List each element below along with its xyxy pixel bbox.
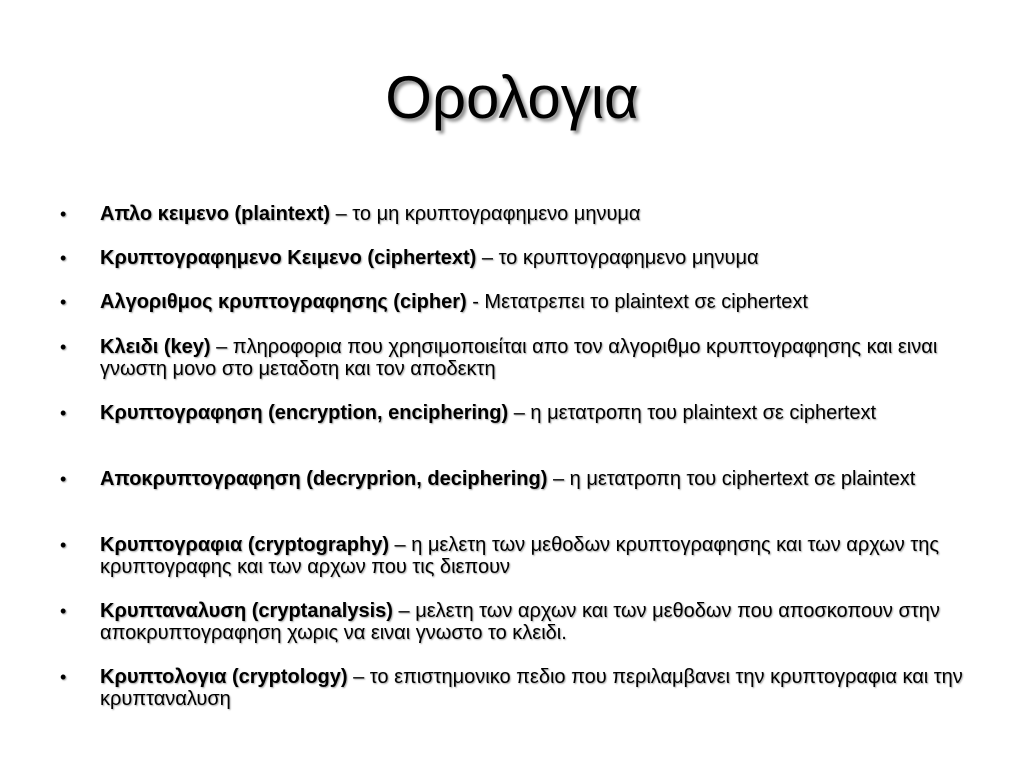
list-item	[60, 402, 970, 424]
term-label: Αλγοριθμος κρυπτογραφησης (cipher)	[100, 291, 467, 313]
term-label: Κρυπτογραφημενο Κειμενο (ciphertext)	[100, 247, 477, 269]
list-item	[60, 600, 970, 644]
bullet-marker: •	[60, 337, 67, 357]
bullet-marker: •	[60, 535, 67, 555]
bullet-marker: •	[60, 292, 67, 312]
list-item	[60, 336, 970, 380]
list-item	[60, 291, 970, 313]
term-label: Κρυπτογραφηση (encryption, enciphering)	[100, 402, 509, 424]
term-definition: – πληροφορια που χρησιμοποιείται απο τον αλγοριθμο κρυπτογραφησης και ειναι γνωστη μονο στο μεταδοτη και τον αποδεκτη	[100, 336, 938, 380]
bullet-marker: •	[60, 248, 67, 268]
bullet-marker: •	[60, 601, 67, 621]
list-item	[60, 203, 970, 225]
bullet-marker: •	[60, 667, 67, 687]
term-definition: – το κρυπτογραφημενο μηνυμα	[476, 247, 759, 269]
list-item	[60, 468, 970, 490]
term-definition: – η μετατροπη του ciphertext σε plaintext	[547, 468, 916, 490]
slide-title: Ορολογια	[385, 64, 639, 131]
list-item	[60, 247, 970, 269]
term-definition: – η μετατροπη του plaintext σε ciphertext	[508, 402, 877, 424]
term-label: Κλειδι (key)	[100, 336, 211, 358]
term-label: Κρυπτογραφια (cryptography)	[100, 534, 389, 556]
term-definition: – το μη κρυπτογραφημενο μηνυμα	[330, 203, 641, 225]
list-item	[60, 534, 970, 578]
term-label: Απλο κειμενο (plaintext)	[100, 203, 331, 225]
bullet-marker: •	[60, 403, 67, 423]
bullet-marker: •	[60, 469, 67, 489]
list-item	[60, 666, 970, 710]
term-label: Κρυπταναλυση (cryptanalysis)	[100, 600, 393, 622]
term-definition: – η μελετη των μεθοδων κρυπτογραφησης και των αρχων της κρυπτογραφης και των αρχων που τις διεπουν	[100, 534, 940, 578]
bullet-marker: •	[60, 204, 67, 224]
term-definition: - Μετατρεπει το plaintext σε ciphertext	[466, 291, 808, 313]
term-label: Αποκρυπτογραφηση (decryprion, deciphering)	[100, 468, 548, 490]
term-definition: – το επιστημονικο πεδιο που περιλαμβανει την κρυπτογραφια και την κρυπταναλυση	[100, 666, 963, 710]
term-label: Κρυπτολογια (cryptology)	[100, 666, 348, 688]
term-definition: – μελετη των αρχων και των μεθοδων που αποσκοπουν στην αποκρυπτογραφηση χωρις να ειναι γνωστο το κλειδι.	[100, 600, 940, 644]
